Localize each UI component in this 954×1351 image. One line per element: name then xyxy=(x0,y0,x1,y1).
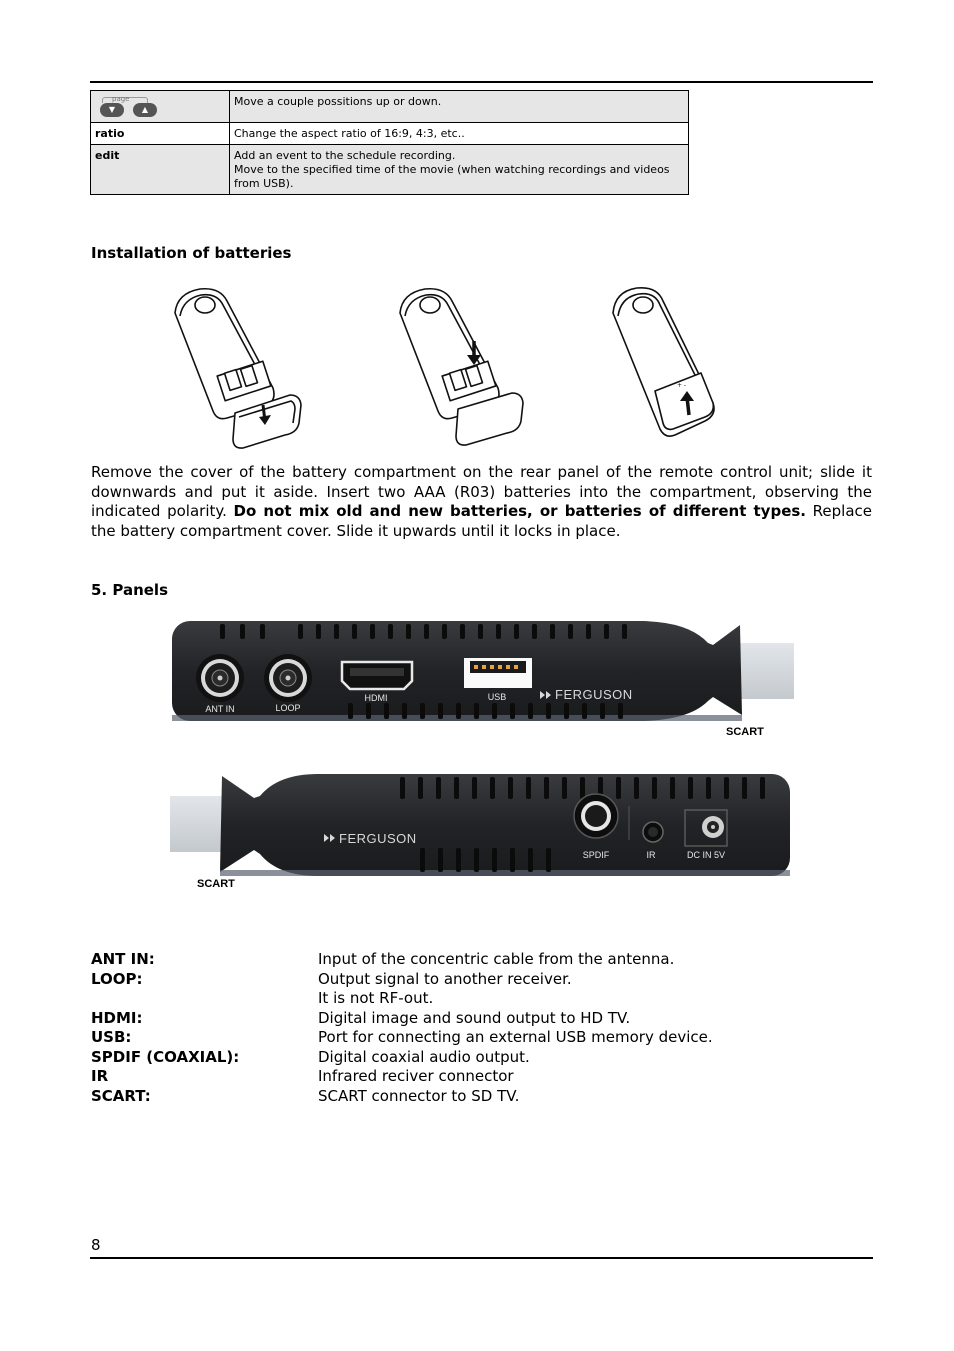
batteries-heading: Installation of batteries xyxy=(91,244,292,262)
list-item: ANT IN: Input of the concentric cable from the antenna. xyxy=(91,950,675,968)
list-item: HDMI: Digital image and sound output to HD TV. xyxy=(91,1008,631,1027)
table-cell-desc: Move a couple possitions up or down. xyxy=(230,91,689,123)
brand-logo-text: FERGUSON xyxy=(555,687,633,702)
page-label: page xyxy=(112,95,130,103)
ir-label: IR xyxy=(646,850,656,860)
remote-rear-illustration-2 xyxy=(390,283,540,453)
page-keys-cell xyxy=(91,91,230,123)
table-cell-key: edit xyxy=(91,145,230,195)
footer-rule xyxy=(90,1257,873,1259)
batteries-instructions: Remove the cover of the battery compartment on the rear panel of the remote control unit; slide it downwards and put it aside. Insert two AAA (R03) batteries into the compartment, observing the indicated polarity. Do not mix old and new batteries, or batteries of different types. Replace the battery compartment cover. Slide it upwards until it locks in place. xyxy=(91,463,872,540)
double-chevron-up-icon: ▲ xyxy=(133,103,157,117)
list-item: It is not RF-out. xyxy=(318,989,434,1007)
connector-spec-list xyxy=(91,950,778,1106)
scart-label-front: SCART xyxy=(726,726,764,738)
scart-label-back: SCART xyxy=(197,878,235,890)
brand-logo-text: FERGUSON xyxy=(339,831,417,846)
ant-in-label: ANT IN xyxy=(205,704,235,714)
remote-rear-illustration-1 xyxy=(165,283,315,453)
table-cell-desc: Add an event to the schedule recording. Move to the specified time of the movie (when watching recordings and videos from USB). xyxy=(230,145,689,195)
usb-label: USB xyxy=(487,692,507,702)
front-panel-illustration xyxy=(168,615,798,740)
list-item: USB: Port for connecting an external USB memory device. xyxy=(91,1028,713,1046)
page-number: 8 xyxy=(91,1236,101,1254)
table-row xyxy=(91,91,689,123)
hdmi-label: HDMI xyxy=(364,693,388,703)
back-panel-illustration xyxy=(168,768,798,893)
page-keys xyxy=(95,95,225,119)
table-cell-desc: Change the aspect ratio of 16:9, 4:3, etc.. xyxy=(230,123,689,145)
remote-rear-illustration-3 xyxy=(605,283,725,448)
double-chevron-down-icon: ▼ xyxy=(100,103,124,117)
table-cell-key: ratio xyxy=(91,123,230,145)
svg-text:+ -: + - xyxy=(677,382,687,389)
loop-label: LOOP xyxy=(275,703,301,713)
dc-in-label: DC IN 5V xyxy=(686,850,726,860)
remote-keys-table xyxy=(90,90,689,195)
table-row xyxy=(91,123,689,145)
list-item: LOOP: Output signal to another receiver. xyxy=(91,969,572,988)
header-rule xyxy=(90,81,873,83)
list-item: SPDIF (COAXIAL): Digital coaxial audio output. xyxy=(91,1047,530,1066)
spdif-label: SPDIF xyxy=(582,850,610,860)
list-item: IR Infrared reciver connector xyxy=(91,1067,514,1085)
panels-heading: 5. Panels xyxy=(91,581,168,599)
table-row xyxy=(91,145,689,195)
list-item: SCART: SCART connector to SD TV. xyxy=(91,1086,520,1105)
